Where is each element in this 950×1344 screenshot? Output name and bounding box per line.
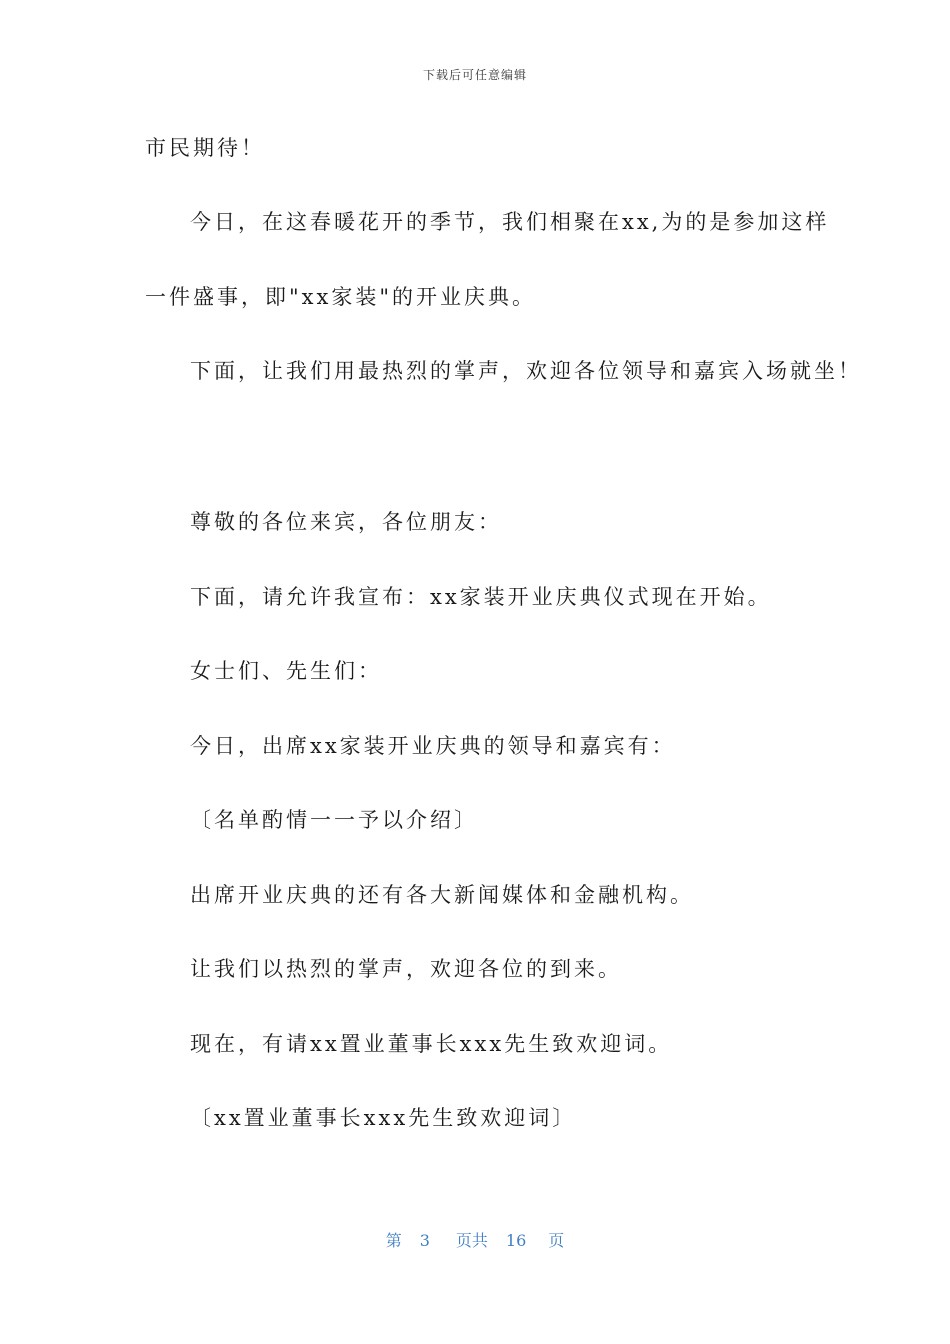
paragraph-line-7: 女士们、先生们： <box>190 659 382 683</box>
paragraph-line-8: 今日，出席xx家装开业庆典的领导和嘉宾有： <box>190 734 676 758</box>
page-label-prefix: 第 <box>385 1231 402 1250</box>
paragraph-line-3: 一件盛事，即"xx家装"的开业庆典。 <box>145 285 537 309</box>
paragraph-line-13: 〔xx置业董事长xxx先生致欢迎词〕 <box>190 1106 577 1130</box>
current-page-number: 3 <box>419 1231 430 1250</box>
total-pages-number: 16 <box>505 1231 527 1250</box>
paragraph-line-1: 市民期待！ <box>145 136 265 160</box>
header-note: 下载后可任意编辑 <box>422 68 527 82</box>
paragraph-line-4: 下面，让我们用最热烈的掌声，欢迎各位领导和嘉宾入场就坐！ <box>190 359 862 383</box>
paragraph-line-12: 现在，有请xx置业董事长xxx先生致欢迎词。 <box>190 1032 673 1056</box>
paragraph-line-6: 下面，请允许我宣布：xx家装开业庆典仪式现在开始。 <box>190 585 772 609</box>
paragraph-line-10: 出席开业庆典的还有各大新闻媒体和金融机构。 <box>190 883 694 907</box>
page-label-mid: 页共 <box>455 1231 488 1250</box>
paragraph-line-11: 让我们以热烈的掌声，欢迎各位的到来。 <box>190 957 622 981</box>
page-label-suffix: 页 <box>548 1231 565 1250</box>
page-footer <box>0 1228 950 1251</box>
paragraph-line-9: 〔名单酌情一一予以介绍〕 <box>190 808 478 832</box>
paragraph-line-5: 尊敬的各位来宾，各位朋友： <box>190 510 502 534</box>
paragraph-line-2: 今日，在这春暖花开的季节，我们相聚在xx,为的是参加这样 <box>190 210 830 234</box>
